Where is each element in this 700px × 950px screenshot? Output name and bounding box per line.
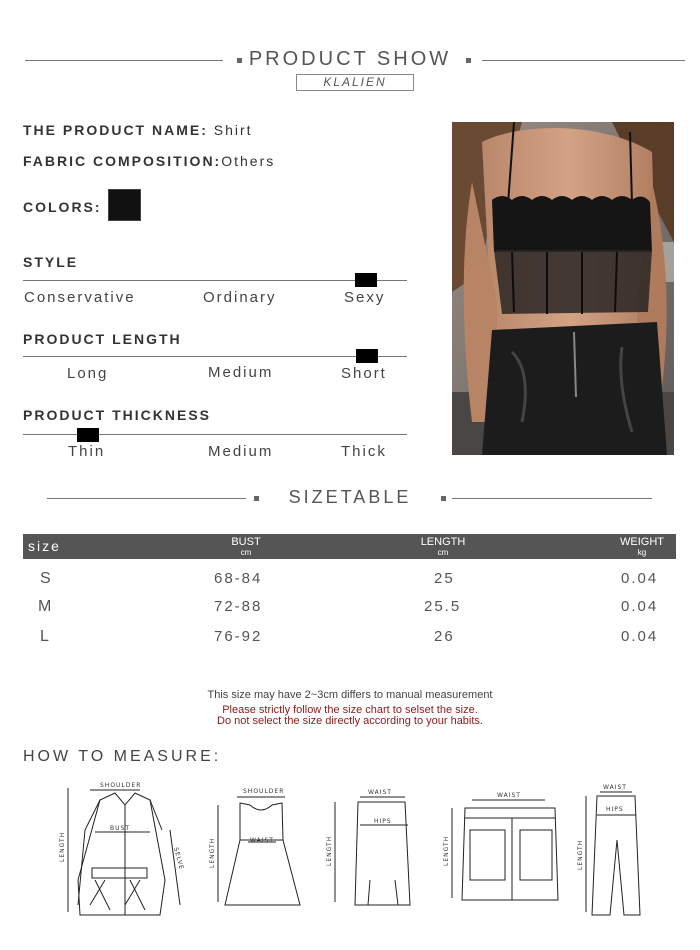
sizetable-title: SIZETABLE — [288, 487, 412, 507]
skirt-length-label: LENGTH — [326, 835, 333, 866]
dress-length-label: LENGTH — [209, 837, 216, 868]
fabric-value: Others — [221, 153, 276, 169]
shirt-length-label: LENGTH — [59, 831, 66, 862]
row-m-length: 25.5 — [424, 598, 462, 615]
how-to-measure-title: HOW TO MEASURE: — [23, 748, 222, 765]
style-heading: STYLE — [23, 254, 79, 270]
dress-shoulder-label: SHOULDER — [243, 788, 285, 795]
shirt-selve-label: SELVE — [172, 846, 185, 871]
row-l-bust: 76-92 — [214, 628, 263, 645]
pants-hips-label: HIPS — [606, 806, 624, 813]
size-warning-1: Please strictly follow the size chart to selset the size. — [222, 704, 478, 716]
thickness-marker — [77, 428, 99, 442]
skirt-waist-label: WAIST — [368, 789, 392, 796]
size-warning-2: Do not select the size directly according to your habits. — [217, 715, 483, 727]
sizetable-header — [23, 534, 676, 559]
style-option-sexy: Sexy — [344, 289, 386, 306]
shorts-length-label: LENGTH — [443, 835, 450, 866]
header-rule-right — [482, 60, 685, 61]
product-name-label: THE PRODUCT NAME: — [23, 122, 208, 138]
length-option-medium: Medium — [208, 364, 274, 381]
shirt-bust-label: BUST — [110, 825, 130, 832]
row-s-size: S — [40, 570, 53, 587]
header-weight — [607, 537, 677, 557]
header-weight-unit: kg — [637, 548, 647, 557]
dress-diagram — [218, 797, 300, 905]
length-option-long: Long — [67, 365, 109, 382]
product-name-value: Shirt — [213, 122, 253, 138]
shorts-diagram — [452, 800, 558, 900]
header-bust-label: BUST — [231, 536, 261, 548]
header-bust-unit: cm — [240, 548, 252, 557]
header-length-unit: cm — [437, 548, 449, 557]
row-s-length: 25 — [434, 570, 455, 587]
header-weight-label: WEIGHT — [620, 536, 664, 548]
skirt-hips-label: HIPS — [374, 818, 392, 825]
header-length — [408, 537, 478, 557]
style-option-conservative: Conservative — [24, 289, 136, 306]
product-name-row — [23, 122, 253, 138]
measure-diagrams — [0, 770, 700, 930]
style-scale — [23, 280, 407, 281]
style-option-ordinary: Ordinary — [203, 289, 277, 306]
colors-label: COLORS: — [23, 199, 102, 215]
header-length-label: LENGTH — [420, 536, 466, 548]
length-option-short: Short — [341, 365, 387, 382]
sizetable-rule-right — [452, 498, 652, 499]
skirt-diagram — [335, 797, 410, 905]
thickness-heading: PRODUCT THICKNESS — [23, 407, 212, 423]
shirt-shoulder-label: SHOULDER — [100, 782, 142, 789]
row-l-weight: 0.04 — [621, 628, 659, 645]
product-photo — [452, 122, 674, 455]
thickness-option-thick: Thick — [341, 443, 387, 460]
brand-label: KLALIEN — [296, 74, 414, 91]
row-m-size: M — [38, 598, 54, 615]
length-heading: PRODUCT LENGTH — [23, 331, 182, 347]
color-swatch-black[interactable] — [108, 189, 141, 221]
dress-waist-label: WAIST — [250, 837, 274, 844]
header-bust — [211, 537, 281, 557]
header-size: size — [28, 538, 61, 554]
pants-waist-label: WAIST — [603, 784, 627, 791]
colors-row — [23, 199, 102, 215]
sizetable-square-right — [441, 496, 446, 501]
row-m-weight: 0.04 — [621, 598, 659, 615]
thickness-option-thin: Thin — [68, 443, 106, 460]
header-square-right — [466, 58, 471, 63]
length-scale — [23, 356, 407, 357]
row-s-weight: 0.04 — [621, 570, 659, 587]
pants-length-label: LENGTH — [577, 839, 584, 870]
page-title: PRODUCT SHOW — [248, 48, 452, 70]
fabric-row — [23, 153, 275, 169]
length-marker — [356, 349, 378, 363]
shorts-waist-label: WAIST — [497, 792, 521, 799]
fabric-label: FABRIC COMPOSITION: — [23, 153, 222, 169]
row-m-bust: 72-88 — [214, 598, 263, 615]
row-l-length: 26 — [434, 628, 455, 645]
row-s-bust: 68-84 — [214, 570, 263, 587]
shirt-diagram — [68, 788, 180, 915]
thickness-option-medium: Medium — [208, 443, 274, 460]
row-l-size: L — [40, 628, 51, 645]
measurement-note: This size may have 2~3cm differs to manual measurement — [207, 689, 493, 701]
style-marker — [355, 273, 377, 287]
